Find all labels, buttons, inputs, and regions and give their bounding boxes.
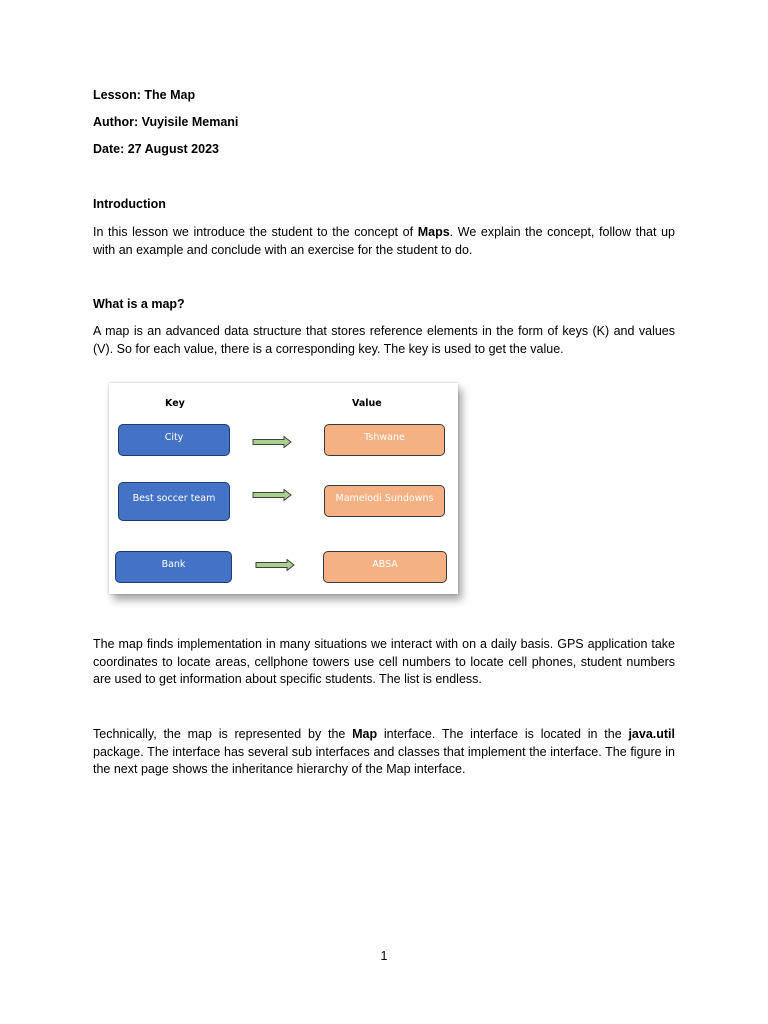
technical-bold-java-util: java.util (628, 727, 675, 741)
implementation-paragraph: The map finds implementation in many situations we interact with on a daily basis. GPS application take coordinates to locate areas, cellphone towers use cell numbers to locate cell phones, student numbers are used to get information about specific students. The list is endless. (93, 637, 675, 686)
introduction-heading: Introduction (93, 197, 166, 211)
key-value-diagram (109, 383, 458, 594)
technical-paragraph (93, 726, 675, 779)
key-box-best-soccer-team: Best soccer team (118, 482, 230, 521)
what-is-map-paragraph: A map is an advanced data structure that stores reference elements in the form of keys (K) and values (V). So for each value, there is a corresponding key. The key is used to get the value. (93, 324, 675, 356)
page-number: 1 (380, 949, 388, 963)
key-column-header: Key (165, 398, 185, 409)
technical-text-3: package. The interface has several sub interfaces and classes that implement the interface. The figure in the next page shows the inheritance hierarchy of the Map interface. (93, 744, 675, 776)
technical-bold-map: Map (352, 727, 378, 741)
what-is-map-heading: What is a map? (93, 297, 185, 311)
technical-text-1: Technically, the map is represented by the (93, 727, 353, 741)
value-box-mamelodi-sundowns: Mamelodi Sundowns (324, 485, 445, 517)
arrow-icon (252, 436, 292, 448)
arrow-icon (252, 489, 292, 501)
intro-text-1: In this lesson we introduce the student to the concept of (93, 225, 418, 239)
technical-text-2: interface. The interface is located in the (377, 727, 629, 741)
lesson-title: Lesson: The Map (93, 88, 196, 102)
introduction-paragraph (93, 224, 675, 259)
date-line: Date: 27 August 2023 (93, 142, 219, 156)
value-column-header: Value (352, 398, 382, 409)
value-box-absa: ABSA (323, 551, 447, 583)
value-box-tshwane: Tshwane (324, 424, 445, 456)
intro-bold-maps: Maps (417, 225, 450, 239)
arrow-icon (255, 559, 295, 571)
key-box-city: City (118, 424, 230, 456)
author-line: Author: Vuyisile Memani (93, 115, 239, 129)
key-box-bank: Bank (115, 551, 232, 583)
intro-text-2: . We explain the concept, follow that up with an example and conclude with an exercise for the student to do. (93, 225, 675, 257)
